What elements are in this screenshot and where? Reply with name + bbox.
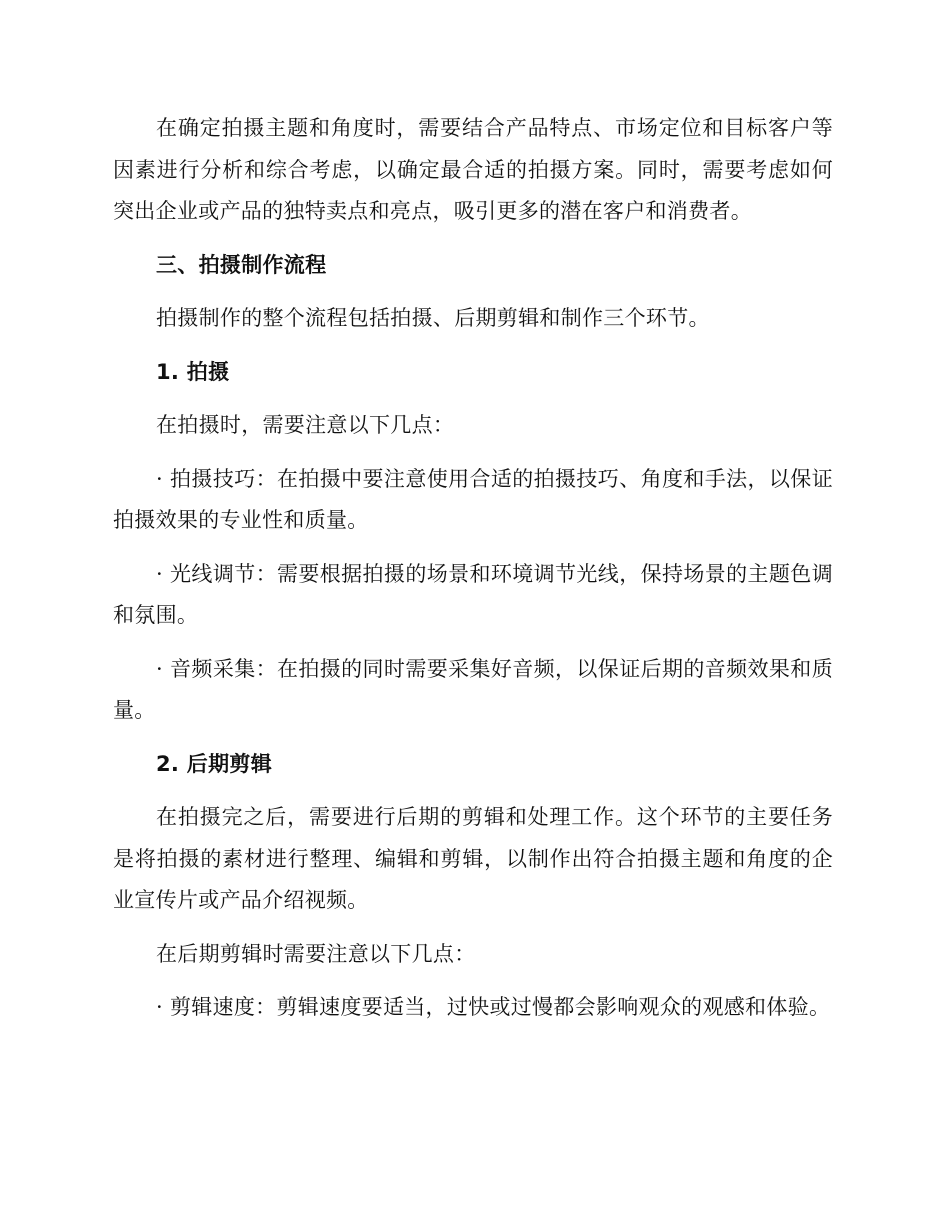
paragraph-shooting-theme: 在确定拍摄主题和角度时，需要结合产品特点、市场定位和目标客户等因素进行分析和综合考虑，以确定最合适的拍摄方案。同时，需要考虑如何突出企业或产品的独特卖点和亮点，吸引更多的潜在客户和消费者。 xyxy=(113,116,833,223)
paragraph-process-overview: 拍摄制作的整个流程包括拍摄、后期剪辑和制作三个环节。 xyxy=(156,306,710,330)
bullet-shooting-technique: · 拍摄技巧：在拍摄中要注意使用合适的拍摄技巧、角度和手法，以保证拍摄效果的专业性和质量。 xyxy=(113,466,833,532)
bullet-lighting-adjustment: · 光线调节：需要根据拍摄的场景和环境调节光线，保持场景的主题色调和氛围。 xyxy=(113,561,833,627)
bullet-editing-pace: · 剪辑速度：剪辑速度要适当，过快或过慢都会影响观众的观感和体验。 xyxy=(156,995,831,1019)
paragraph-post-editing-description: 在拍摄完之后，需要进行后期的剪辑和处理工作。这个环节的主要任务是将拍摄的素材进行整理、编辑和剪辑，以制作出符合拍摄主题和角度的企业宣传片或产品介绍视频。 xyxy=(113,805,833,912)
subheading-shooting: 1. 拍摄 xyxy=(156,359,230,384)
document-page xyxy=(113,108,833,1041)
paragraph-post-editing-notes-intro: 在后期剪辑时需要注意以下几点： xyxy=(156,941,476,966)
section-heading-production-process: 三、拍摄制作流程 xyxy=(156,252,327,277)
paragraph-shooting-notes-intro: 在拍摄时，需要注意以下几点： xyxy=(156,413,455,437)
bullet-audio-capture: · 音频采集：在拍摄的同时需要采集好音频，以保证后期的音频效果和质量。 xyxy=(113,656,833,722)
subheading-post-editing: 2. 后期剪辑 xyxy=(156,751,272,776)
